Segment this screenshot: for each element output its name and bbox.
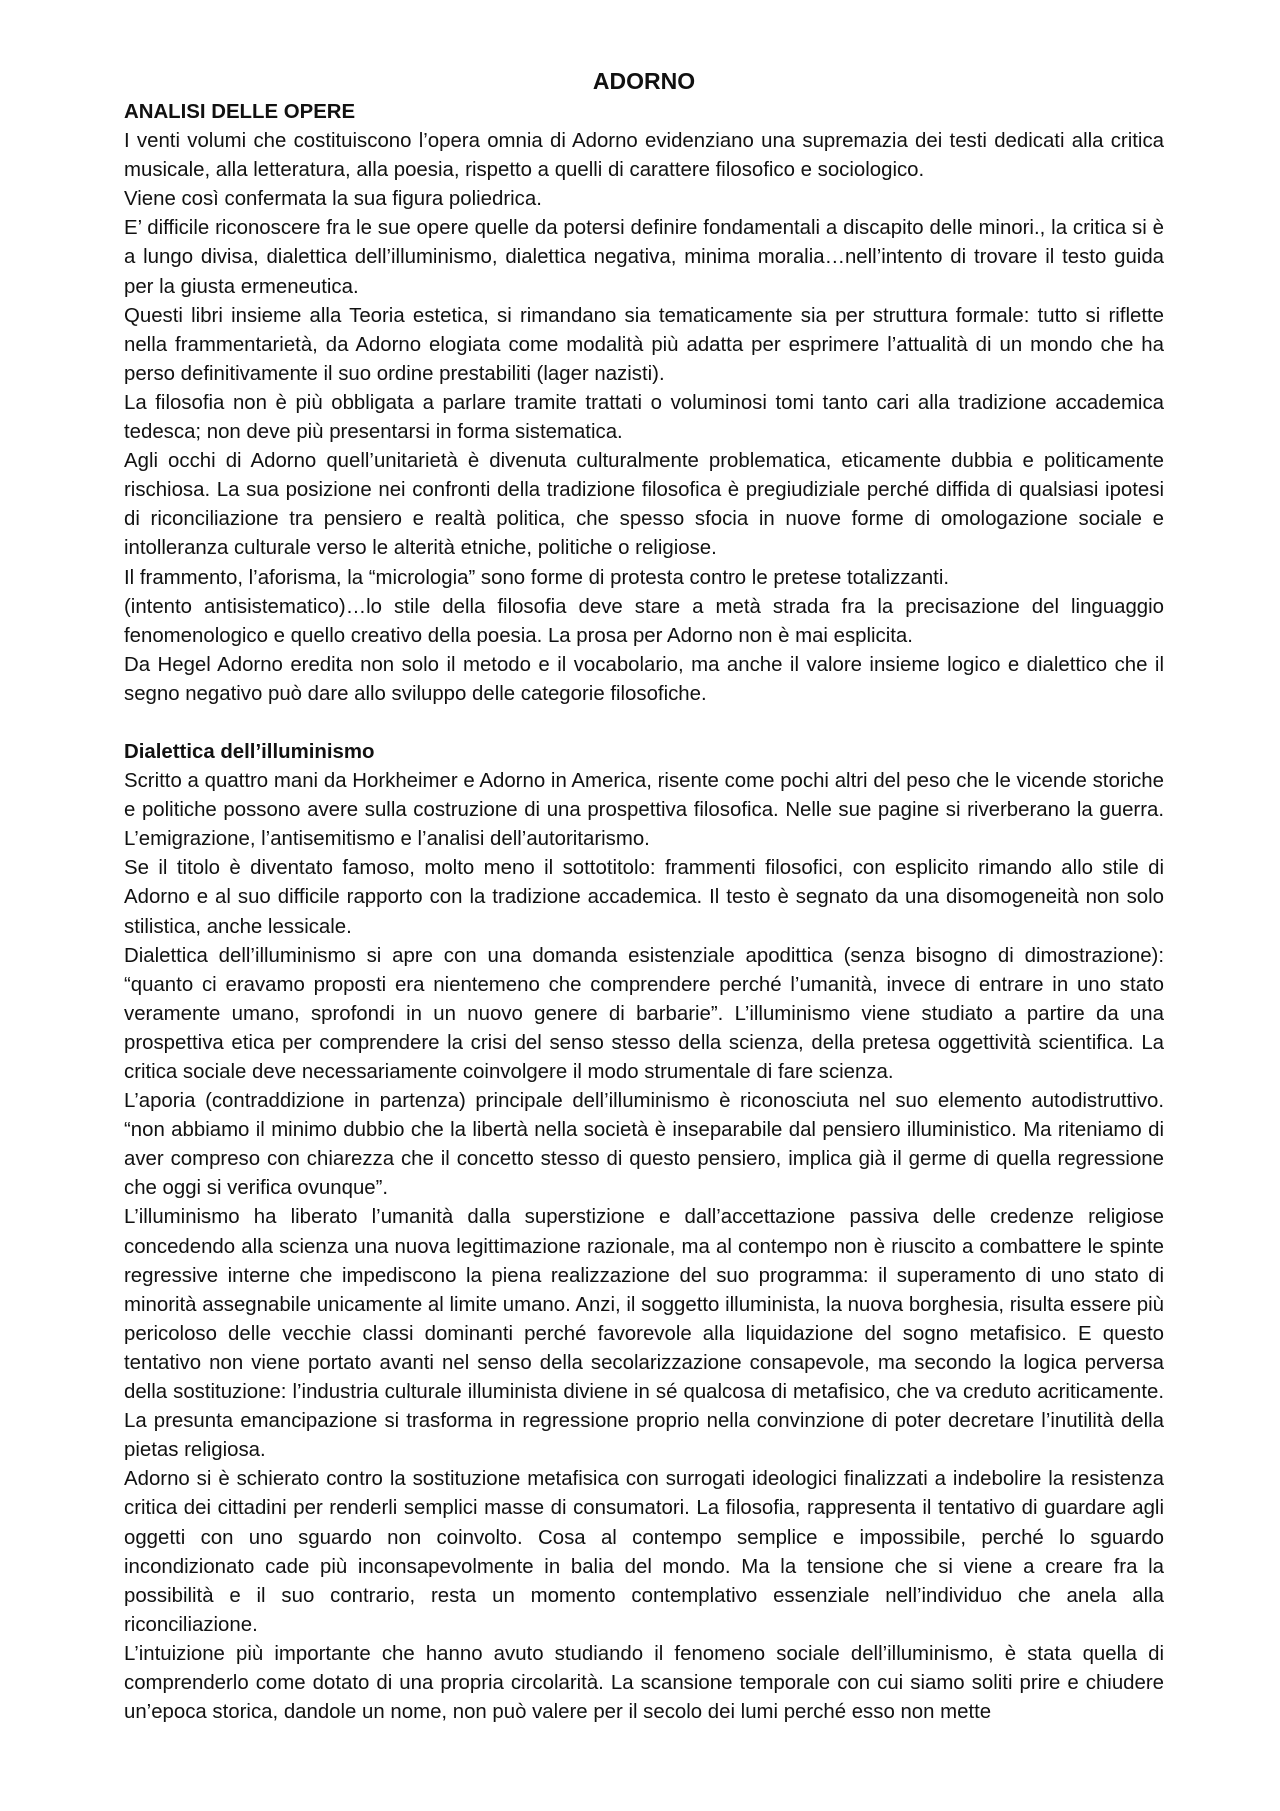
paragraph: L’illuminismo ha liberato l’umanità dalla superstizione e dall’accettazione passiva delle credenze religiose concedendo alla scienza una nuova legittimazione razionale, ma al contempo non è riuscito a combattere le spinte regressive interne che impediscono la piena realizzazione del suo programma: il superamento di uno stato di minorità assegnabile unicamente al limite umano. Anzi, il soggetto illuminista, la nuova borghesia, risulta essere più pericoloso delle vecchie classi dominanti perché favorevole alla liquidazione del sogno metafisico. E questo tentativo non viene portato avanti nel senso della secolarizzazione consapevole, ma secondo la logica perversa della sostituzione: l’industria culturale illuminista diviene in sé qualcosa di metafisico, che va creduto acriticamente. La presunta emancipazione si trasforma in regressione proprio nella convinzione di poter decretare l’inutilità della pietas religiosa. bbox=[124, 1206, 1164, 1462]
paragraph: Dialettica dell’illuminismo si apre con una domanda esistenziale apodittica (senza bisogno di dimostrazione): “quanto ci eravamo proposti era nientemeno che comprendere perché l’umanità, invece di entrare in uno stato veramente umano, sprofondi in un nuovo genere di barbarie”. L’illuminismo viene studiato a partire da una prospettiva etica per comprendere la crisi del senso stesso della scienza, della pretesa oggettività scientifica. La critica sociale deve necessariamente coinvolgere il modo strumentale di fare scienza. bbox=[124, 944, 1164, 1083]
paragraph: Da Hegel Adorno eredita non solo il metodo e il vocabolario, ma anche il valore insieme logico e dialettico che il segno negativo può dare allo sviluppo delle categorie filosofiche. bbox=[124, 653, 1164, 705]
paragraph: L’intuizione più importante che hanno avuto studiando il fenomeno sociale dell’illuminismo, è stata quella di comprenderlo come dotato di una propria circolarità. La scansione temporale con cui siamo soliti prire e chiudere un’epoca storica, dandole un nome, non può valere per il secolo dei lumi perché esso non mette bbox=[124, 1642, 1164, 1724]
paragraph: L’aporia (contraddizione in partenza) principale dell’illuminismo è riconosciuta nel suo elemento autodistruttivo. “non abbiamo il minimo dubbio che la libertà nella società è inseparabile dal pensiero illuministico. Ma riteniamo di aver compreso con chiarezza che il concetto stesso di questo pensiero, implica già il germe di quella regressione che oggi si verifica ovunque”. bbox=[124, 1090, 1164, 1200]
paragraph: Scritto a quattro mani da Horkheimer e Adorno in America, risente come pochi altri del peso che le vicende storiche e politiche possono avere sulla costruzione di una prospettiva filosofica. Nelle sue pagine si riverberano la guerra. L’emigrazione, l’antisemitismo e l’analisi dell’autoritarismo. bbox=[124, 770, 1164, 851]
paragraph: Questi libri insieme alla Teoria estetica, si rimandano sia tematicamente sia per struttura formale: tutto si riflette nella frammentarietà, da Adorno elogiata come modalità più adatta per esprimere l’attualità di un mondo che ha perso definitivamente il suo ordine prestabiliti (lager nazisti). bbox=[124, 304, 1164, 385]
paragraph: Se il titolo è diventato famoso, molto meno il sottotitolo: frammenti filosofici, con esplicito rimando allo stile di Adorno e al suo difficile rapporto con la tradizione accademica. Il testo è segnato da una disomogeneità non solo stilistica, anche lessicale. bbox=[124, 857, 1164, 938]
paragraph: (intento antisistematico)…lo stile della filosofia deve stare a metà strada fra la precisazione del linguaggio fenomenologico e quello creativo della poesia. La prosa per Adorno non è mai esplicita. bbox=[124, 595, 1164, 647]
paragraph: E’ difficile riconoscere fra le sue opere quelle da potersi definire fondamentali a discapito delle minori., la critica si è a lungo divisa, dialettica dell’illuminismo, dialettica negativa, minima moralia…nell’intento di trovare il testo guida per la giusta ermeneutica. bbox=[124, 217, 1164, 298]
section-heading-analisi: ANALISI DELLE OPERE bbox=[124, 101, 356, 123]
section-spacer bbox=[124, 709, 1164, 738]
paragraph: Adorno si è schierato contro la sostituzione metafisica con surrogati ideologici finalizzati a indebolire la resistenza critica dei cittadini per renderli semplici masse di consumatori. La filosofia, rappresenta il tentativo di guardare agli oggetti con uno sguardo non coinvolto. Cosa al contempo semplice e impossibile, perché lo sguardo incondizionato cade più inconsapevolmente in balia del mondo. Ma la tensione che si viene a creare fra la possibilità e il suo contrario, resta un momento contemplativo essenziale nell’individuo che anela alla riconciliazione. bbox=[124, 1468, 1164, 1636]
section-heading-dialettica: Dialettica dell’illuminismo bbox=[124, 740, 375, 763]
paragraph: Il frammento, l’aforisma, la “micrologia” sono forme di protesta contro le pretese totalizzanti. bbox=[124, 566, 950, 589]
paragraph: Agli occhi di Adorno quell’unitarietà è divenuta culturalmente problematica, eticamente dubbia e politicamente rischiosa. La sua posizione nei confronti della tradizione filosofica è pregiudiziale perché diffida di qualsiasi ipotesi di riconciliazione tra pensiero e realtà politica, che spesso sfocia in nuove forme di omologazione sociale e intolleranza culturale verso le alterità etniche, politiche o religiose. bbox=[124, 450, 1164, 560]
paragraph: I venti volumi che costituiscono l’opera omnia di Adorno evidenziano una supremazia dei testi dedicati alla critica musicale, alla letteratura, alla poesia, rispetto a quelli di carattere filosofico e sociologico. bbox=[124, 130, 1164, 182]
document-page bbox=[124, 64, 1164, 1727]
document-title: ADORNO bbox=[592, 68, 696, 94]
paragraph: La filosofia non è più obbligata a parlare tramite trattati o voluminosi tomi tanto cari alla tradizione accademica tedesca; non deve più presentarsi in forma sistematica. bbox=[124, 391, 1164, 444]
paragraph: Viene così confermata la sua figura poliedrica. bbox=[124, 188, 542, 211]
